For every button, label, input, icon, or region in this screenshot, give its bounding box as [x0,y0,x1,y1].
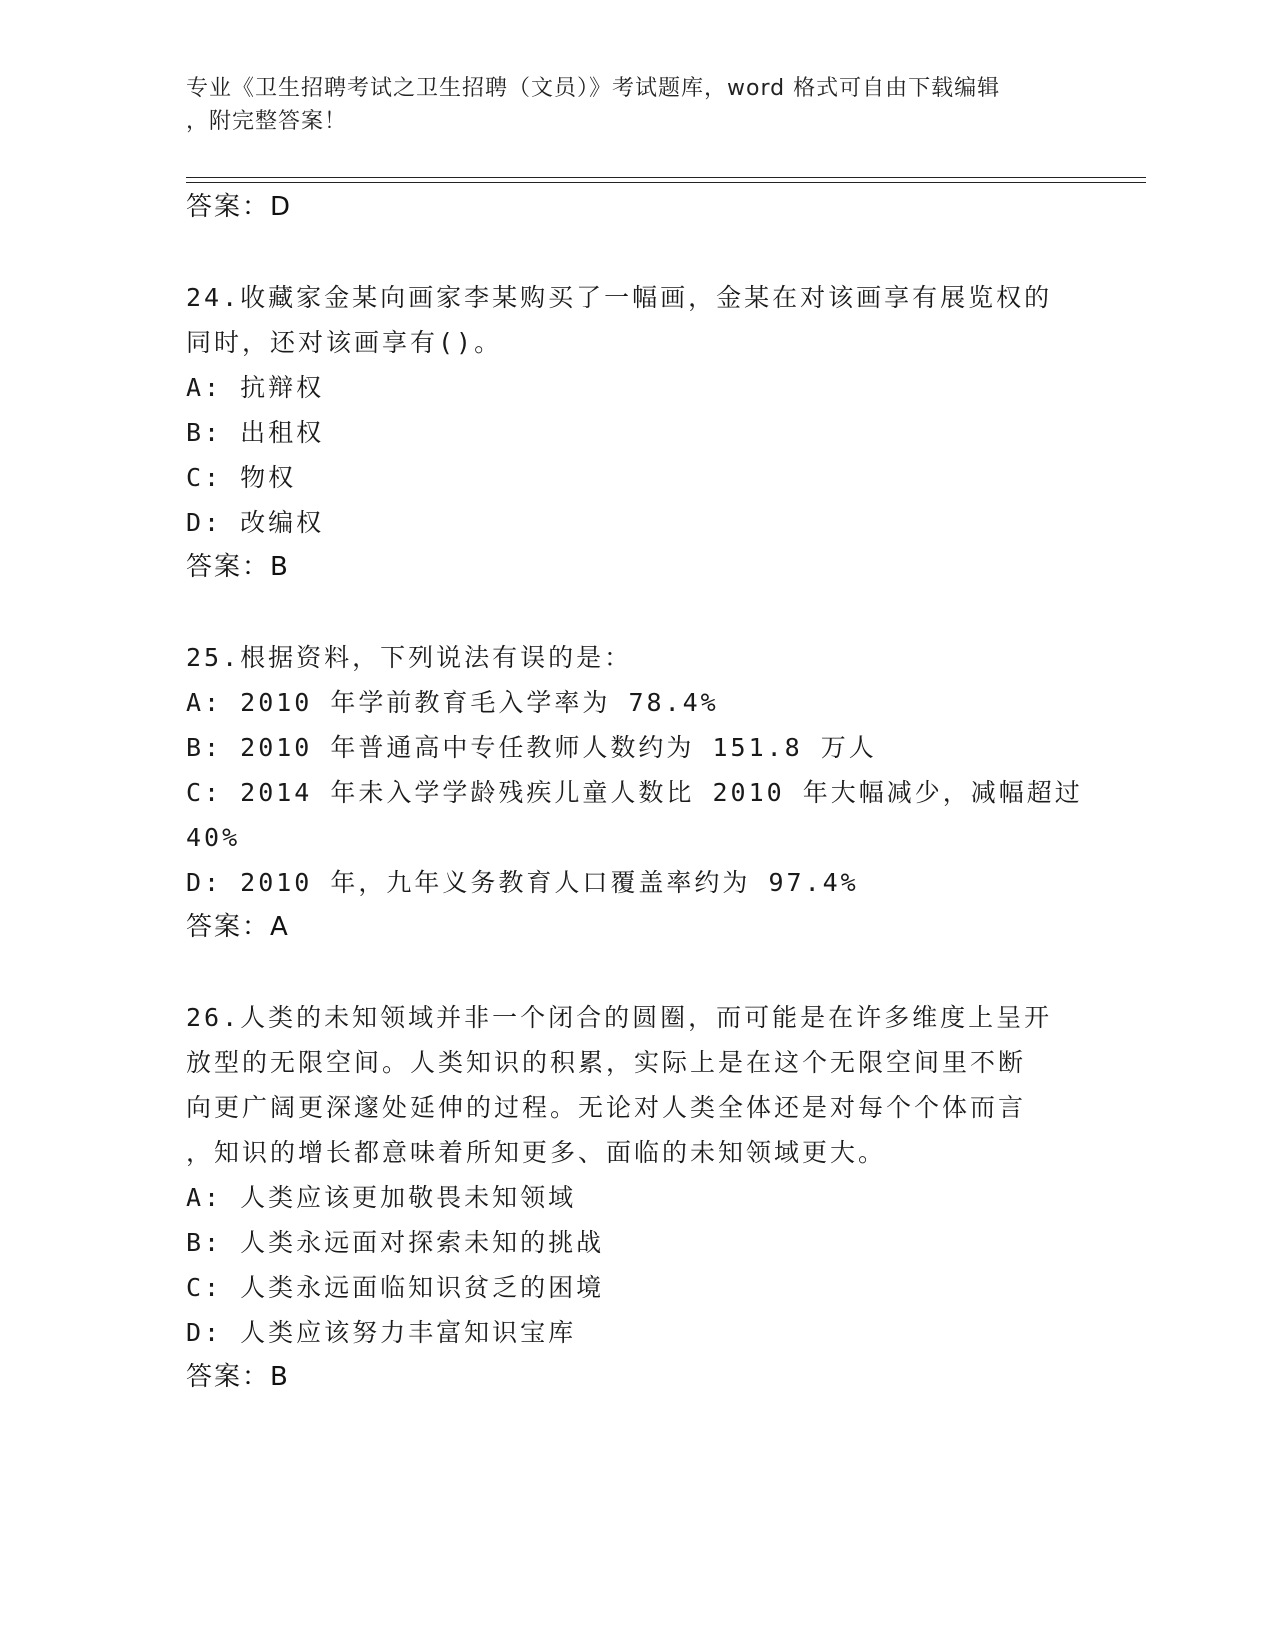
previous-answer: 答案：D [186,192,293,222]
question-list [186,185,1086,1400]
question-25 [186,635,1086,950]
header-line-1: 专业《卫生招聘考试之卫生招聘（文员）》考试题库，word 格式可自由下载编辑 [186,76,1001,101]
header-rule-bottom [186,182,1146,183]
option-c: C: 人类永远面临知识贫乏的困境 [186,1273,605,1302]
option-a: A: 抗辩权 [186,373,325,402]
question-stem-line: 放型的无限空间。人类知识的积累，实际上是在这个无限空间里不断 [186,1048,1027,1077]
header-rule-top [186,177,1146,178]
option-d: D: 2010 年，九年义务教育人口覆盖率约为 97.4% [186,868,859,897]
header-line-2: ，附完整答案！ [186,109,348,134]
question-stem-line: 向更广阔更深邃处延伸的过程。无论对人类全体还是对每个个体而言 [186,1093,1027,1122]
question-stem-line: 同时，还对该画享有()。 [186,328,503,357]
option-d: D: 改编权 [186,508,325,537]
option-a: A: 人类应该更加敬畏未知领域 [186,1183,577,1212]
option-c: C: 2014 年未入学学龄残疾儿童人数比 2010 年大幅减少，减幅超过 [186,778,1083,807]
option-b: B: 2010 年普通高中专任教师人数约为 151.8 万人 [186,733,877,762]
option-b: B: 人类永远面对探索未知的挑战 [186,1228,605,1257]
answer-label: 答案：B [186,552,290,582]
document-header [186,72,1066,138]
answer-label: 答案：A [186,912,290,942]
question-26 [186,995,1086,1400]
spacer [186,950,1086,995]
question-stem-line: ，知识的增长都意味着所知更多、面临的未知领域更大。 [186,1138,887,1167]
option-c-continued: 40% [186,823,241,852]
option-a: A: 2010 年学前教育毛入学率为 78.4% [186,688,719,717]
spacer [186,590,1086,635]
question-stem-line: 25.根据资料，下列说法有误的是： [186,643,633,672]
option-c: C: 物权 [186,463,297,492]
answer-label: 答案：B [186,1362,290,1392]
question-stem-line: 24.收藏家金某向画家李某购买了一幅画，金某在对该画享有展览权的 [186,283,1053,312]
option-d: D: 人类应该努力丰富知识宝库 [186,1318,577,1347]
question-24 [186,275,1086,590]
spacer [186,230,1086,275]
question-stem-line: 26.人类的未知领域并非一个闭合的圆圈，而可能是在许多维度上呈开 [186,1003,1053,1032]
option-b: B: 出租权 [186,418,325,447]
